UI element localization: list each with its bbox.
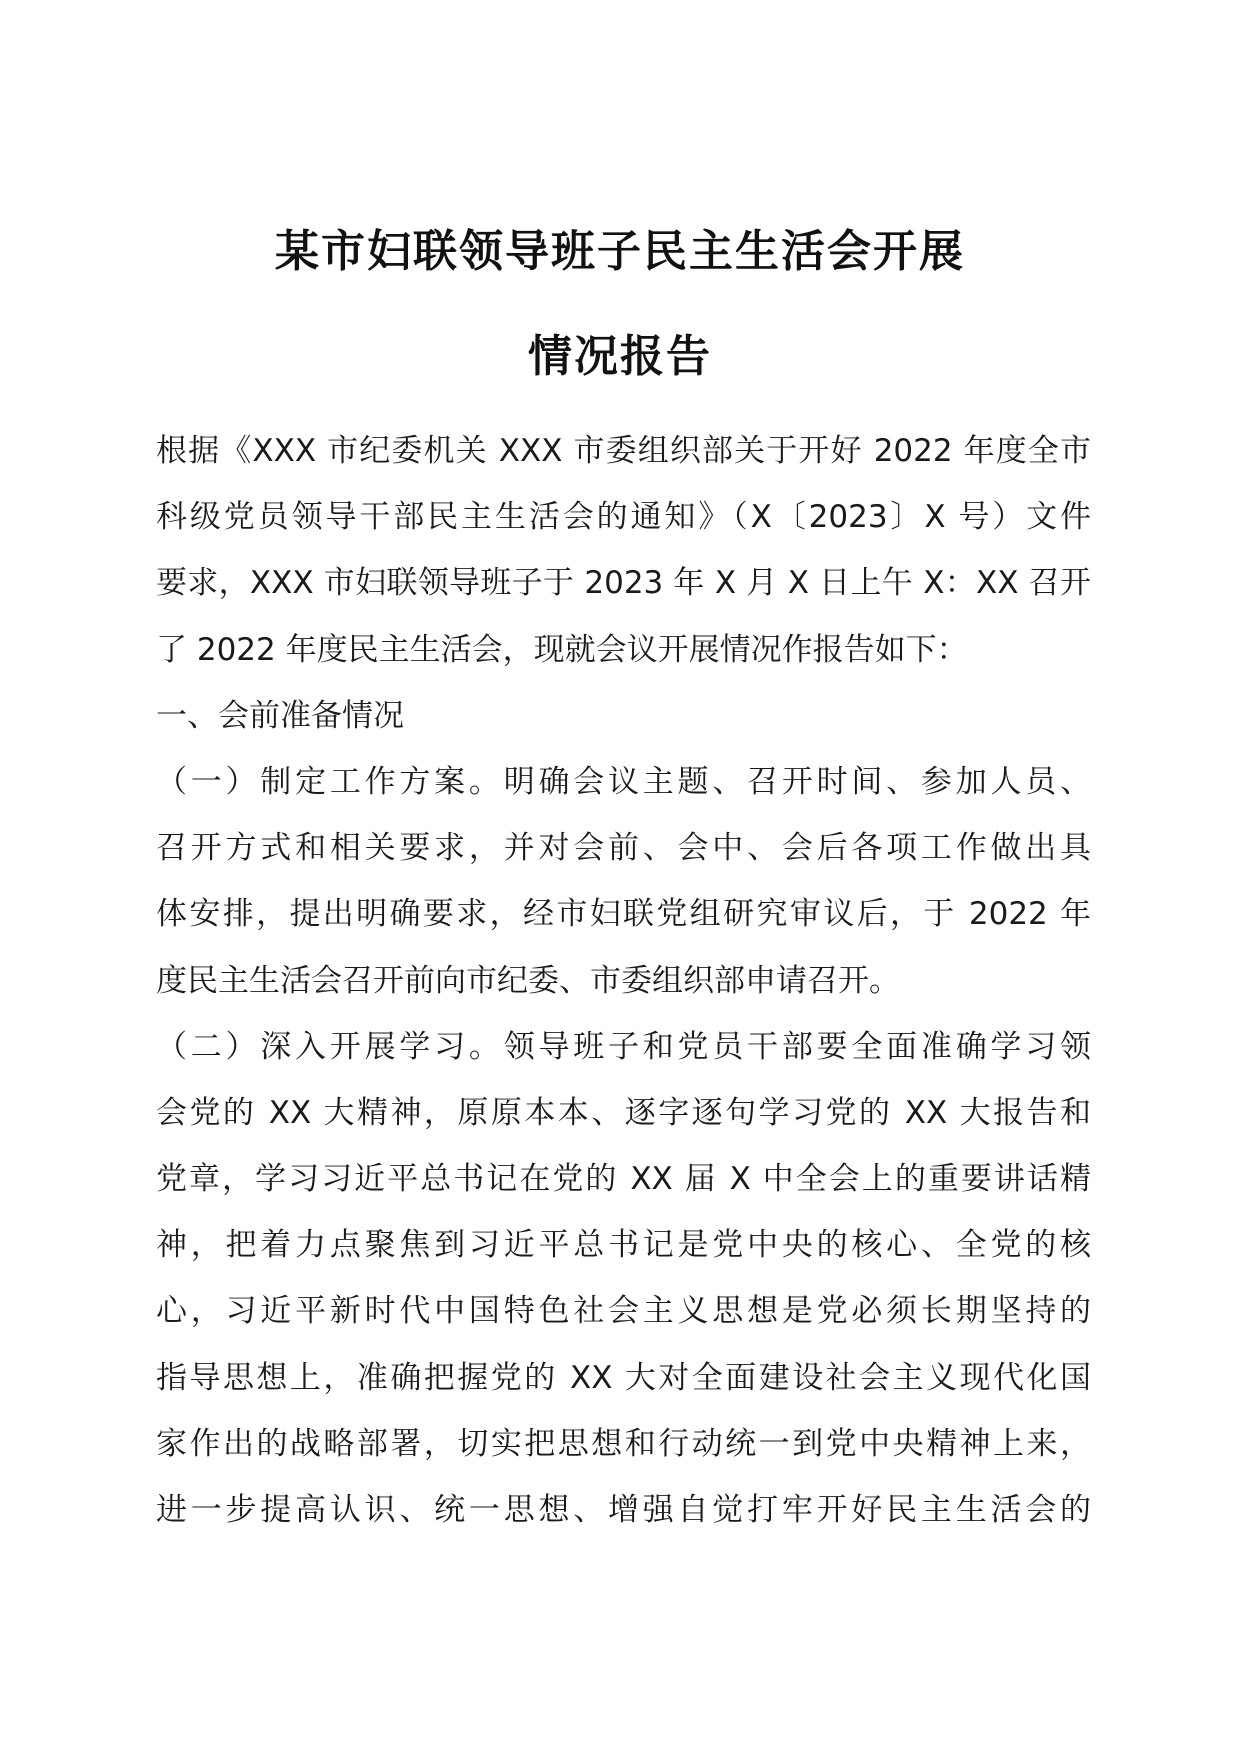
body-line: 家作出的战略部署，切实把思想和行动统一到党中央精神上来，	[156, 1425, 1091, 1462]
body-line: 了 2022 年度民主生活会，现就会议开展情况作报告如下：	[156, 631, 968, 668]
body-line: 度民主生活会召开前向市纪委、市委组织部申请召开。	[156, 962, 900, 999]
document-title-line-1: 某市妇联领导班子民主生活会开展	[275, 226, 965, 277]
document-body	[156, 418, 1091, 1543]
body-line: 指导思想上，准确把握党的 XX 大对全面建设社会主义现代化国	[156, 1359, 1091, 1396]
document-title-line-2: 情况报告	[528, 331, 712, 382]
section-heading: 一、会前准备情况	[156, 697, 404, 734]
body-line: 召开方式和相关要求，并对会前、会中、会后各项工作做出具	[156, 830, 1091, 867]
body-line: 体安排，提出明确要求，经市妇联党组研究审议后，于 2022 年	[156, 896, 1091, 933]
body-line: 科级党员领导干部民主生活会的通知》（X〔2023〕X 号）文件	[156, 499, 1091, 536]
body-line: 党章，学习习近平总书记在党的 XX 届 X 中全会上的重要讲话精	[156, 1161, 1091, 1198]
body-line: （一）制定工作方案。明确会议主题、召开时间、参加人员、	[156, 763, 1091, 800]
body-line: （二）深入开展学习。领导班子和党员干部要全面准确学习领	[156, 1028, 1091, 1065]
body-line: 要求，XXX 市妇联领导班子于 2023 年 X 月 X 日上午 X：XX 召开	[156, 565, 1091, 602]
body-line: 根据《XXX 市纪委机关 XXX 市委组织部关于开好 2022 年度全市	[156, 433, 1091, 469]
body-line: 心，习近平新时代中国特色社会主义思想是党必须长期坚持的	[156, 1293, 1091, 1330]
body-line: 会党的 XX 大精神，原原本本、逐字逐句学习党的 XX 大报告和	[156, 1094, 1091, 1131]
body-line: 神，把着力点聚焦到习近平总书记是党中央的核心、全党的核	[156, 1227, 1091, 1264]
body-line: 进一步提高认识、统一思想、增强自觉打牢开好民主生活会的	[156, 1492, 1091, 1528]
